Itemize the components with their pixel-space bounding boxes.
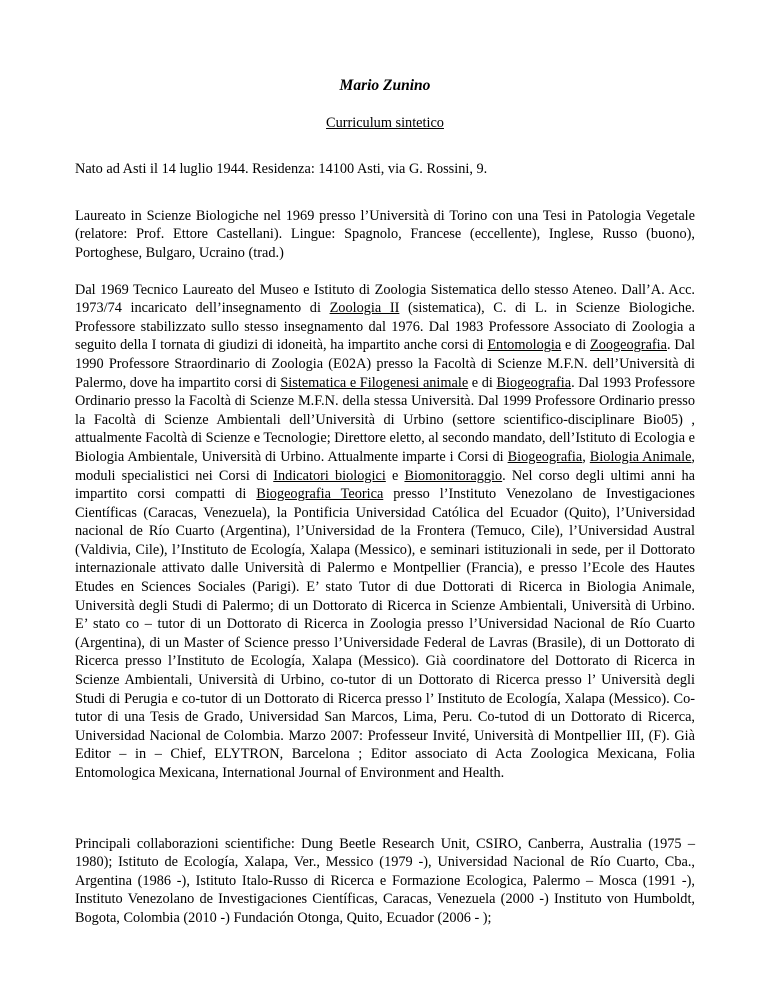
career-text: e di	[468, 374, 497, 391]
course-entomologia: Entomologia	[487, 337, 562, 354]
career-text: presso l’Instituto Venezolano de Investigaciones Científicas (Caracas, Venezuela), la Pontificia Universidad Católica del Ecuador (Quito), l’Universidad nacional de Río Cuarto (Argentina), l’Universidad de la Frontera (Temuco, Cile), l’Universidad Austral (Valdivia, Cile), l’Instituto de Ecología, Xalapa (Messico), e seminari istituzionali in sede, per il Dottorato internazionale attivato dalle Università di Palermo e Montpellier (Francia), e presso l’Ecole des Hautes Etudes en Sciences Sociales (Parigi). E’ stato Tutor di due Dottorati di Ricerca in Biologia Animale, Università degli Studi di Palermo; di un Dottorato di Ricerca in Scienze Ambientali, Università di Urbino. E’ stato co – tutor di un Dottorato di Ricerca in Zoologia presso l’Universidad Nacional de Río Cuarto (Argentina), di un Master of Science presso l’Universidade Federal de Lavras (Brasile), di un Dottorato di Ricerca presso l’Instituto de Ecología, Xalapa (Messico). Già coordinatore del Dottorato di Ricerca in Scienze Ambientali, Università di Urbino, co-tutor di un Dottorato di Ricerca presso l’ Università degli Studi di Perugia e co-tutor di un Dottorato di Ricerca presso l’ Instituto de Ecología, Xalapa (Messico). Co-tutor di una Tesis de Grado, Universidad San Marcos, Lima, Peru. Co-tutod di un Dottorato di Ricerca, Universidad Nacional de Colombia. Marzo 2007: Professeur Invité, Università di Montpellier III, (F). Già Editor – in – Chief, ELYTRON, Barcelona ; Editor associato di Acta Zoologica Mexicana, Folia Entomologica Mexicana, International Journal of Environment and Health.	[75, 486, 695, 781]
collaborations-paragraph: Principali collaborazioni scientifiche: Dung Beetle Research Unit, CSIRO, Canberra, Australia (1975 – 1980); Istituto de Ecología, Xalapa, Ver., Messico (1979 -), Universidad Nacional de Río Cuarto, Cba., Argentina (1986 -), Istituto Italo-Russo di Ricerca e Formazione Ecologica, Palermo – Mosca (1991 -), Instituto Venezolano de Investigaciones Científicas, Caracas, Venezuela (2000 -) Instituto von Humboldt, Bogota, Colombia (2010 -) Fundación Otonga, Quito, Ecuador (2006 - );	[75, 835, 695, 926]
document-subtitle: Curriculum sintetico	[326, 114, 444, 131]
career-text: ,	[582, 448, 590, 465]
career-text: Dal 1969 Tecnico Laureato del Museo e Istituto di Zoologia Sistematica dello stesso Ateneo. Dall’A. Acc. 1973/74 incaricato dell’insegnamento di	[75, 281, 695, 317]
career-text: e di	[561, 337, 590, 354]
career-text: (sistematica), C. di L. in Scienze Biologiche. Professore stabilizzato sullo stesso insegnamento dal 1976. Dal 1983 Professore Associato di Zoologia a seguito della I tornata di giudizi di idoneità, ha impartito anche corsi di	[75, 300, 695, 354]
course-biogeografia-2: Biogeografia	[507, 448, 583, 465]
course-sistematica: Sistematica e Filogenesi animale	[280, 374, 469, 391]
document-page	[75, 77, 695, 946]
education-paragraph: Laureato in Scienze Biologiche nel 1969 presso l’Università di Torino con una Tesi in Patologia Vegetale (relatore: Prof. Ettore Castellani). Lingue: Spagnolo, Francese (eccellente), Inglese, Russo (buono), Portoghese, Bulgaro, Ucraino (trad.)	[75, 207, 695, 261]
author-name: Mario Zunino	[339, 77, 431, 94]
course-zoogeografia: Zoogeografia	[589, 337, 667, 354]
course-indicatori-biologici: Indicatori biologici	[273, 467, 386, 484]
career-paragraph	[75, 281, 695, 783]
course-biogeografia-teorica: Biogeografia Teorica	[256, 486, 384, 503]
career-text: . Nel corso degli ultimi anni ha impartito corsi compatti di	[75, 467, 695, 503]
career-text: . Dal 1993 Professore Ordinario presso la Facoltà di Scienze M.F.N. della stessa Università. Dal 1999 Professore Ordinario presso la Facoltà di Scienze Ambientali dell’Università di Urbino (settore scientifico-disciplinare Bio05) , attualmente Facoltà di Scienze e Tecnologie; Direttore eletto, al secondo mandato, dell’Istituto di Ecologia e Biologia Ambientale, Università di Urbino. Attualmente imparte i Corsi di	[75, 374, 695, 465]
course-biologia-animale: Biologia Animale	[589, 448, 692, 465]
career-text: , moduli specialistici nei Corsi di	[75, 448, 695, 484]
career-text: e	[385, 467, 405, 484]
course-zoologia-ii: Zoologia II	[329, 300, 400, 317]
course-biomonitoraggio: Biomonitoraggio	[404, 467, 503, 484]
career-text: . Dal 1990 Professore Straordinario di Zoologia (E02A) presso la Facoltà di Scienze M.F.N. dell’Università di Palermo, dove ha impartito corsi di	[75, 337, 695, 391]
birth-residence-paragraph: Nato ad Asti il 14 luglio 1944. Residenza: 14100 Asti, via G. Rossini, 9.	[75, 161, 488, 178]
course-biogeografia: Biogeografia	[496, 374, 572, 391]
